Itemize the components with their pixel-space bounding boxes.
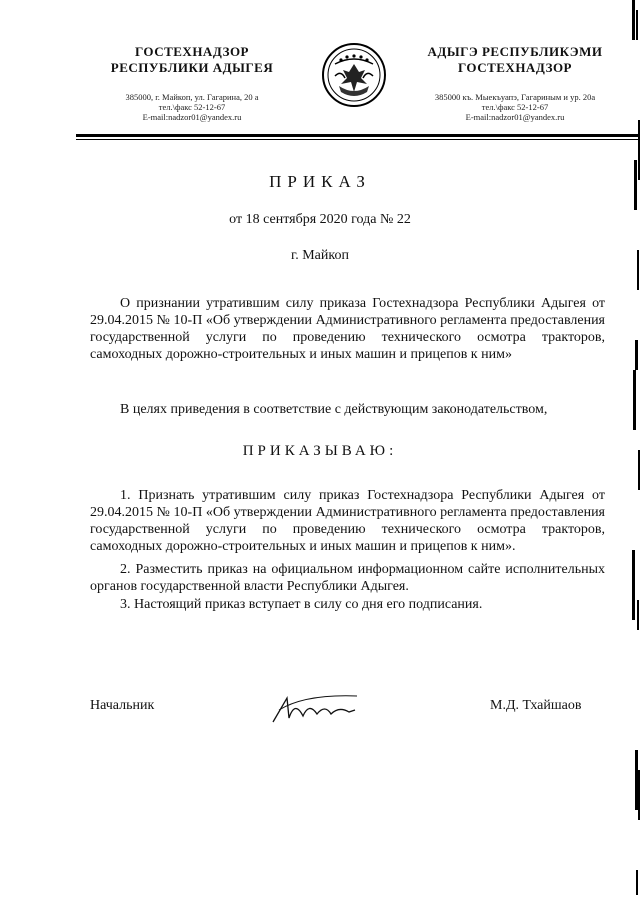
scan-edge-noise [610,0,640,905]
header-right-block [408,44,622,122]
org-name-ru-line2: РЕСПУБЛИКИ АДЫГЕЯ [110,60,274,75]
item-3: 3. Настоящий приказ вступает в силу со дня его подписания. [120,597,483,612]
address-ru: 385000, г. Майкоп, ул. Гагарина, 20 а [125,92,259,102]
date-line: от 18 сентября 2020 года № 22 [229,212,411,227]
email-ru: E-mail:nadzor01@yandex.ru [142,112,242,122]
item-2: 2. Разместить приказ на официальном информационном сайте исполнительных органов государственной власти Республики Адыгея. [90,562,605,594]
address-ady: 385000 къ. Мыекъуапэ, Гагариным и ур. 20а [434,92,596,102]
order-word: ПРИКАЗЫВАЮ: [242,443,398,459]
contacts-ru [92,92,292,122]
contacts-ady [408,92,622,122]
subject-paragraph: О признании утратившим силу приказа Гостехнадзора Республики Адыгея от 29.04.2015 № 10-П «Об утверждении Административного регламента предоставления государственной услуги по проведению технического осмотра тракторов, самоходных дорожно-строительных и иных машин и прицепов к ним» [90,296,605,362]
header-divider-thick [76,134,640,137]
signatory-position: Начальник [90,698,155,713]
signatory-name: М.Д. Тхайшаов [490,698,582,713]
header-left-block [92,44,292,122]
city-line: г. Майкоп [291,248,349,263]
email-ady: E-mail:nadzor01@yandex.ru [465,112,565,122]
coat-of-arms-icon [321,42,387,108]
header-divider-thin [76,139,640,140]
org-name-ady-line1: АДЫГЭ РЕСПУБЛИКЭМИ [427,44,603,59]
phone-ru: тел.\факс 52-12-67 [158,102,226,112]
item-1: 1. Признать утратившим силу приказ Гостехнадзора Республики Адыгея от 29.04.2015 № 10-П «Об утверждении Административного регламента предоставления государственной услуги по проведению технического осмотра тракторов, самоходных дорожно-строительных и иных машин и прицепов к ним». [90,488,605,554]
handwritten-signature-icon [265,688,365,728]
document-title: ПРИКАЗ [269,172,371,191]
org-name-ady-line2: ГОСТЕХНАДЗОР [457,60,573,75]
phone-ady: тел.\факс 52-12-67 [481,102,549,112]
org-name-ru-line1: ГОСТЕХНАДЗОР [134,44,250,59]
preamble-paragraph: В целях приведения в соответствие с действующим законодательством, [120,402,548,417]
